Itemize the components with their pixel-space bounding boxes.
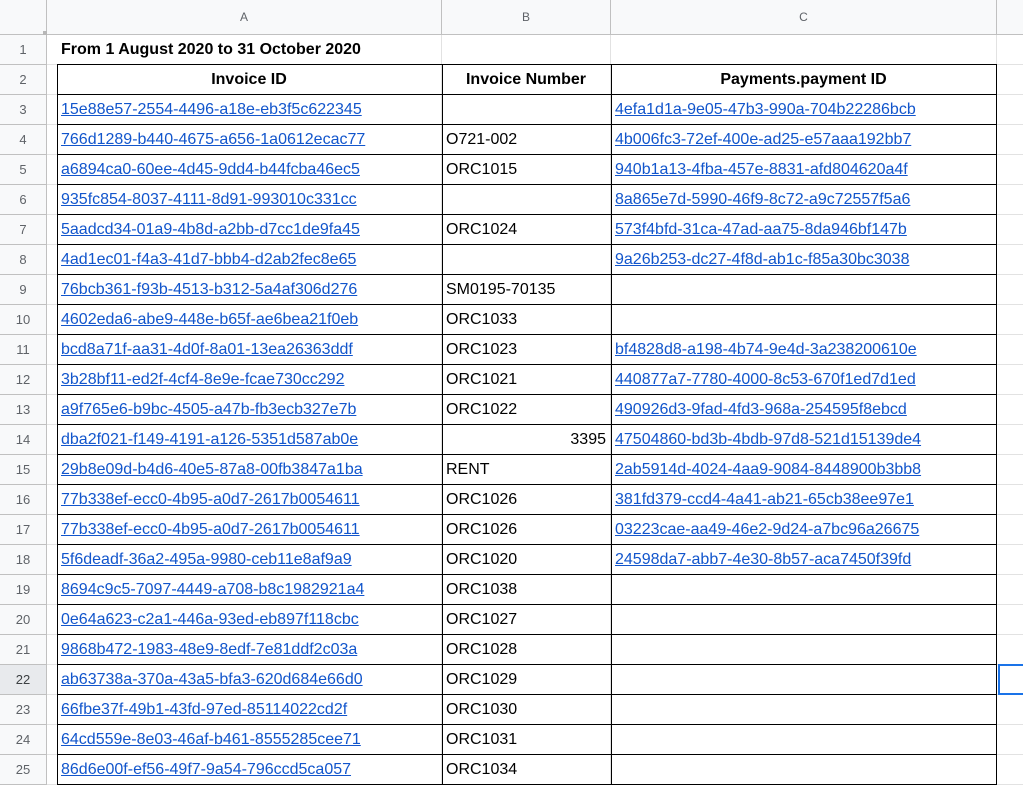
hyperlink[interactable]: 03223cae-aa49-46e2-9d24-a7bc96a26675 xyxy=(615,520,920,538)
row-header-16[interactable]: 16 xyxy=(0,485,47,515)
cell-d[interactable] xyxy=(997,605,1023,635)
invoice-id-cell[interactable] xyxy=(57,725,442,755)
invoice-number-cell[interactable] xyxy=(442,725,611,755)
row-gutter xyxy=(47,605,57,635)
row-gutter xyxy=(47,425,57,455)
invoice-number-cell[interactable] xyxy=(442,545,611,575)
cell-text: ORC1038 xyxy=(446,580,518,598)
invoice-number-cell[interactable] xyxy=(442,335,611,365)
hyperlink[interactable]: 8a865e7d-5990-46f9-8c72-a9c72557f5a6 xyxy=(615,190,911,208)
payment-id-cell[interactable] xyxy=(611,455,997,485)
selected-cell-outline xyxy=(998,664,1023,695)
table-border xyxy=(57,184,997,185)
cell-d[interactable] xyxy=(997,725,1023,755)
row-header-2[interactable]: 2 xyxy=(0,65,47,95)
hyperlink[interactable]: 9a26b253-dc27-4f8d-ab1c-f85a30bc3038 xyxy=(615,250,910,268)
cell-d[interactable] xyxy=(997,695,1023,725)
payment-id-cell[interactable] xyxy=(611,605,997,635)
row-gutter xyxy=(47,65,57,95)
row-gutter xyxy=(47,395,57,425)
invoice-number-cell[interactable] xyxy=(442,245,611,275)
row-header-7[interactable]: 7 xyxy=(0,215,47,245)
cell-d[interactable] xyxy=(997,155,1023,185)
cell-text: ORC1024 xyxy=(446,220,518,238)
table-border xyxy=(57,484,997,485)
table-border xyxy=(57,214,997,215)
table-border xyxy=(996,64,997,785)
payment-id-cell[interactable] xyxy=(611,395,997,425)
row-header-24[interactable]: 24 xyxy=(0,725,47,755)
row-header-18[interactable]: 18 xyxy=(0,545,47,575)
hyperlink[interactable]: 5f6deadf-36a2-495a-9980-ceb11e8af9a9 xyxy=(61,550,352,568)
invoice-id-cell[interactable] xyxy=(57,275,442,305)
row-header-1[interactable]: 1 xyxy=(0,35,47,65)
cell-d[interactable] xyxy=(997,185,1023,215)
cell-b[interactable] xyxy=(442,35,611,65)
hyperlink[interactable]: bcd8a71f-aa31-4d0f-8a01-13ea26363ddf xyxy=(61,340,353,358)
row-gutter xyxy=(47,335,57,365)
row-header-22[interactable]: 22 xyxy=(0,665,47,695)
row-header-23[interactable]: 23 xyxy=(0,695,47,725)
invoice-id-cell[interactable] xyxy=(57,455,442,485)
table-border xyxy=(57,304,997,305)
payment-id-cell[interactable] xyxy=(611,665,997,695)
payment-id-cell[interactable] xyxy=(611,755,997,785)
table-border xyxy=(57,604,997,605)
cell-d[interactable] xyxy=(997,425,1023,455)
row-gutter xyxy=(47,365,57,395)
cell-text: From 1 August 2020 to 31 October 2020 xyxy=(61,40,361,58)
cell-d[interactable] xyxy=(997,575,1023,605)
invoice-number-cell[interactable] xyxy=(442,275,611,305)
row-header-5[interactable]: 5 xyxy=(0,155,47,185)
hyperlink[interactable]: 4efa1d1a-9e05-47b3-990a-704b22286bcb xyxy=(615,100,916,118)
hyperlink[interactable]: 3b28bf11-ed2f-4cf4-8e9e-fcae730cc292 xyxy=(61,370,345,388)
row-gutter xyxy=(47,725,57,755)
row-header-21[interactable]: 21 xyxy=(0,635,47,665)
cell-d[interactable] xyxy=(997,455,1023,485)
payment-id-cell[interactable] xyxy=(611,185,997,215)
payment-id-cell[interactable] xyxy=(611,575,997,605)
cell-d[interactable] xyxy=(997,635,1023,665)
cell-text: ORC1031 xyxy=(446,730,518,748)
cell-d[interactable] xyxy=(997,275,1023,305)
table-border xyxy=(611,64,612,785)
payment-id-cell[interactable] xyxy=(611,545,997,575)
hyperlink[interactable]: a6894ca0-60ee-4d45-9dd4-b44fcba46ec5 xyxy=(61,160,360,178)
cell-d[interactable] xyxy=(997,485,1023,515)
row-header-17[interactable]: 17 xyxy=(0,515,47,545)
hyperlink[interactable]: 4b006fc3-72ef-400e-ad25-e57aaa192bb7 xyxy=(615,130,912,148)
hyperlink[interactable]: a9f765e6-b9bc-4505-a47b-fb3ecb327e7b xyxy=(61,400,357,418)
cell-d[interactable] xyxy=(997,515,1023,545)
row-header-25[interactable]: 25 xyxy=(0,755,47,785)
hyperlink[interactable]: 47504860-bd3b-4bdb-97d8-521d15139de4 xyxy=(615,430,922,448)
row-gutter xyxy=(47,485,57,515)
row-gutter xyxy=(47,185,57,215)
invoice-id-cell[interactable] xyxy=(57,695,442,725)
table-border xyxy=(57,124,997,125)
header-invoice-number[interactable] xyxy=(442,65,611,95)
payment-id-cell[interactable] xyxy=(611,305,997,335)
cell-text: ORC1034 xyxy=(446,760,518,778)
payment-id-cell[interactable] xyxy=(611,245,997,275)
row-header-4[interactable]: 4 xyxy=(0,125,47,155)
table-border xyxy=(57,154,997,155)
invoice-id-cell[interactable] xyxy=(57,665,442,695)
row-gutter xyxy=(47,635,57,665)
cell-text: Invoice ID xyxy=(211,70,287,88)
hyperlink[interactable]: 940b1a13-4fba-457e-8831-afd804620a4f xyxy=(615,160,908,178)
cell-text: ORC1030 xyxy=(446,700,518,718)
column-header-b[interactable]: B xyxy=(442,0,611,35)
row-gutter xyxy=(47,95,57,125)
row-gutter xyxy=(47,35,57,65)
column-header-c[interactable]: C xyxy=(611,0,997,35)
invoice-id-cell[interactable] xyxy=(57,605,442,635)
cell-text: O721-002 xyxy=(446,130,518,148)
invoice-number-cell[interactable] xyxy=(442,365,611,395)
cell-text: RENT xyxy=(446,460,490,478)
invoice-number-cell[interactable] xyxy=(442,305,611,335)
cell-text: ORC1027 xyxy=(446,610,518,628)
hyperlink[interactable]: 76bcb361-f93b-4513-b312-5a4af306d276 xyxy=(61,280,358,298)
cell-d[interactable] xyxy=(997,95,1023,125)
column-header-d-partial[interactable] xyxy=(997,0,1023,35)
cell-d[interactable] xyxy=(997,35,1023,65)
table-border xyxy=(57,634,997,635)
invoice-id-cell[interactable] xyxy=(57,485,442,515)
cell-text: ORC1023 xyxy=(446,340,518,358)
cell-text: Payments.payment ID xyxy=(720,70,887,88)
payment-id-cell[interactable] xyxy=(611,125,997,155)
invoice-id-cell[interactable] xyxy=(57,95,442,125)
table-border xyxy=(57,724,997,725)
hyperlink[interactable]: 15e88e57-2554-4496-a18e-eb3f5c622345 xyxy=(61,100,362,118)
row-gutter xyxy=(47,575,57,605)
table-border xyxy=(57,424,997,425)
row-header-14[interactable]: 14 xyxy=(0,425,47,455)
invoice-number-cell[interactable] xyxy=(442,635,611,665)
table-border xyxy=(57,754,997,755)
title-cell[interactable] xyxy=(57,35,442,65)
table-border xyxy=(57,334,997,335)
invoice-id-cell[interactable] xyxy=(57,755,442,785)
invoice-id-cell[interactable] xyxy=(57,635,442,665)
payment-id-cell[interactable] xyxy=(611,95,997,125)
table-border xyxy=(57,274,997,275)
payment-id-cell[interactable] xyxy=(611,515,997,545)
cell-d[interactable] xyxy=(997,545,1023,575)
cell-d[interactable] xyxy=(997,125,1023,155)
hyperlink[interactable]: dba2f021-f149-4191-a126-5351d587ab0e xyxy=(61,430,359,448)
column-header-row xyxy=(0,0,1023,35)
row-header-10[interactable]: 10 xyxy=(0,305,47,335)
invoice-number-cell[interactable] xyxy=(442,425,611,455)
cell-c[interactable] xyxy=(611,35,997,65)
payment-id-cell[interactable] xyxy=(611,725,997,755)
cell-text: ORC1029 xyxy=(446,670,518,688)
cell-text: ORC1015 xyxy=(446,160,518,178)
row-header-9[interactable]: 9 xyxy=(0,275,47,305)
invoice-id-cell[interactable] xyxy=(57,155,442,185)
invoice-number-cell[interactable] xyxy=(442,755,611,785)
hyperlink[interactable]: 86d6e00f-ef56-49f7-9a54-796ccd5ca057 xyxy=(61,760,352,778)
invoice-number-cell[interactable] xyxy=(442,215,611,245)
invoice-number-cell[interactable] xyxy=(442,455,611,485)
row-gutter xyxy=(47,275,57,305)
cell-d[interactable] xyxy=(997,395,1023,425)
cell-text: ORC1022 xyxy=(446,400,518,418)
payment-id-cell[interactable] xyxy=(611,695,997,725)
table-border xyxy=(57,94,997,95)
row-gutter xyxy=(47,245,57,275)
invoice-id-cell[interactable] xyxy=(57,335,442,365)
hyperlink[interactable]: 77b338ef-ecc0-4b95-a0d7-2617b0054611 xyxy=(61,490,360,508)
cell-text: ORC1021 xyxy=(446,370,518,388)
cell-text: SM0195-70135 xyxy=(446,280,556,298)
table-border xyxy=(57,664,997,665)
table-border xyxy=(57,544,997,545)
hyperlink[interactable]: 24598da7-abb7-4e30-8b57-aca7450f39fd xyxy=(615,550,912,568)
cell-text: ORC1026 xyxy=(446,520,518,538)
hyperlink[interactable]: 77b338ef-ecc0-4b95-a0d7-2617b0054611 xyxy=(61,520,360,538)
table-border xyxy=(57,454,997,455)
hyperlink[interactable]: 8694c9c5-7097-4449-a708-b8c1982921a4 xyxy=(61,580,365,598)
row-header-20[interactable]: 20 xyxy=(0,605,47,635)
invoice-id-cell[interactable] xyxy=(57,545,442,575)
header-payment-id[interactable] xyxy=(611,65,997,95)
hyperlink[interactable]: 66fbe37f-49b1-43fd-97ed-85114022cd2f xyxy=(61,700,348,718)
table-border xyxy=(57,694,997,695)
invoice-number-cell[interactable] xyxy=(442,665,611,695)
table-border xyxy=(57,514,997,515)
cell-text: ORC1033 xyxy=(446,310,518,328)
cell-d[interactable] xyxy=(997,755,1023,785)
invoice-number-cell[interactable] xyxy=(442,575,611,605)
hyperlink[interactable]: 490926d3-9fad-4fd3-968a-254595f8ebcd xyxy=(615,400,907,418)
invoice-number-cell[interactable] xyxy=(442,95,611,125)
invoice-id-cell[interactable] xyxy=(57,425,442,455)
row-header-15[interactable]: 15 xyxy=(0,455,47,485)
hyperlink[interactable]: 4602eda6-abe9-448e-b65f-ae6bea21f0eb xyxy=(61,310,359,328)
invoice-number-cell[interactable] xyxy=(442,155,611,185)
row-header-8[interactable]: 8 xyxy=(0,245,47,275)
row-gutter xyxy=(47,125,57,155)
hyperlink[interactable]: 4ad1ec01-f4a3-41d7-bbb4-d2ab2fec8e65 xyxy=(61,250,357,268)
row-header-19[interactable]: 19 xyxy=(0,575,47,605)
row-gutter xyxy=(47,545,57,575)
row-gutter xyxy=(47,695,57,725)
hyperlink[interactable]: 381fd379-ccd4-4a41-ab21-65cb38ee97e1 xyxy=(615,490,914,508)
cell-d[interactable] xyxy=(997,245,1023,275)
table-border xyxy=(57,784,997,785)
row-header-12[interactable]: 12 xyxy=(0,365,47,395)
invoice-id-cell[interactable] xyxy=(57,575,442,605)
invoice-number-cell[interactable] xyxy=(442,515,611,545)
cell-text: ORC1020 xyxy=(446,550,518,568)
row-gutter xyxy=(47,305,57,335)
column-header-a[interactable]: A xyxy=(47,0,442,35)
header-invoice-id[interactable] xyxy=(57,65,442,95)
invoice-id-cell[interactable] xyxy=(57,395,442,425)
cell-text: ORC1028 xyxy=(446,640,518,658)
invoice-number-cell[interactable] xyxy=(442,695,611,725)
row-header-3[interactable]: 3 xyxy=(0,95,47,125)
invoice-number-cell[interactable] xyxy=(442,485,611,515)
cell-d[interactable] xyxy=(997,365,1023,395)
hyperlink[interactable]: bf4828d8-a198-4b74-9e4d-3a238200610e xyxy=(615,340,917,358)
invoice-number-cell[interactable] xyxy=(442,185,611,215)
row-header-13[interactable]: 13 xyxy=(0,395,47,425)
row-gutter xyxy=(47,215,57,245)
payment-id-cell[interactable] xyxy=(611,425,997,455)
invoice-id-cell[interactable] xyxy=(57,185,442,215)
payment-id-cell[interactable] xyxy=(611,215,997,245)
hyperlink[interactable]: ab63738a-370a-43a5-bfa3-620d684e66d0 xyxy=(61,670,363,688)
invoice-id-cell[interactable] xyxy=(57,245,442,275)
payment-id-cell[interactable] xyxy=(611,155,997,185)
hyperlink[interactable]: 29b8e09d-b4d6-40e5-87a8-00fb3847a1ba xyxy=(61,460,363,478)
invoice-id-cell[interactable] xyxy=(57,125,442,155)
invoice-number-cell[interactable] xyxy=(442,395,611,425)
hyperlink[interactable]: 573f4bfd-31ca-47ad-aa75-8da946bf147b xyxy=(615,220,907,238)
payment-id-cell[interactable] xyxy=(611,335,997,365)
hyperlink[interactable]: 935fc854-8037-4111-8d91-993010c331cc xyxy=(61,190,357,208)
cell-text: Invoice Number xyxy=(465,70,587,88)
payment-id-cell[interactable] xyxy=(611,485,997,515)
payment-id-cell[interactable] xyxy=(611,365,997,395)
hyperlink[interactable]: 766d1289-b440-4675-a656-1a0612ecac77 xyxy=(61,130,366,148)
cell-text: ORC1026 xyxy=(446,490,518,508)
cell-d[interactable] xyxy=(997,335,1023,365)
invoice-id-cell[interactable] xyxy=(57,305,442,335)
table-border xyxy=(57,244,997,245)
invoice-id-cell[interactable] xyxy=(57,515,442,545)
invoice-number-cell[interactable] xyxy=(442,605,611,635)
row-header-11[interactable]: 11 xyxy=(0,335,47,365)
hyperlink[interactable]: 9868b472-1983-48e9-8edf-7e81ddf2c03a xyxy=(61,640,358,658)
table-border xyxy=(442,64,443,785)
cell-d[interactable] xyxy=(997,305,1023,335)
hyperlink[interactable]: 64cd559e-8e03-46af-b461-8555285cee71 xyxy=(61,730,361,748)
cell-d[interactable] xyxy=(997,215,1023,245)
table-border xyxy=(57,64,58,785)
hyperlink[interactable]: 0e64a623-c2a1-446a-93ed-eb897f118cbc xyxy=(61,610,359,628)
invoice-number-cell[interactable] xyxy=(442,125,611,155)
row-header-6[interactable]: 6 xyxy=(0,185,47,215)
row-gutter xyxy=(47,455,57,485)
hyperlink[interactable]: 440877a7-7780-4000-8c53-670f1ed7d1ed xyxy=(615,370,916,388)
row-gutter xyxy=(47,155,57,185)
table-border xyxy=(57,574,997,575)
row-gutter xyxy=(47,665,57,695)
cell-d[interactable] xyxy=(997,65,1023,95)
select-all-corner[interactable] xyxy=(0,0,47,35)
payment-id-cell[interactable] xyxy=(611,635,997,665)
cell-text: 3395 xyxy=(570,430,606,448)
hyperlink[interactable]: 5aadcd34-01a9-4b8d-a2bb-d7cc1de9fa45 xyxy=(61,220,360,238)
row-gutter xyxy=(47,755,57,785)
payment-id-cell[interactable] xyxy=(611,275,997,305)
table-border xyxy=(57,64,997,65)
table-border xyxy=(57,394,997,395)
row-gutter xyxy=(47,515,57,545)
invoice-id-cell[interactable] xyxy=(57,215,442,245)
hyperlink[interactable]: 2ab5914d-4024-4aa9-9084-8448900b3bb8 xyxy=(615,460,922,478)
table-border xyxy=(57,364,997,365)
invoice-id-cell[interactable] xyxy=(57,365,442,395)
